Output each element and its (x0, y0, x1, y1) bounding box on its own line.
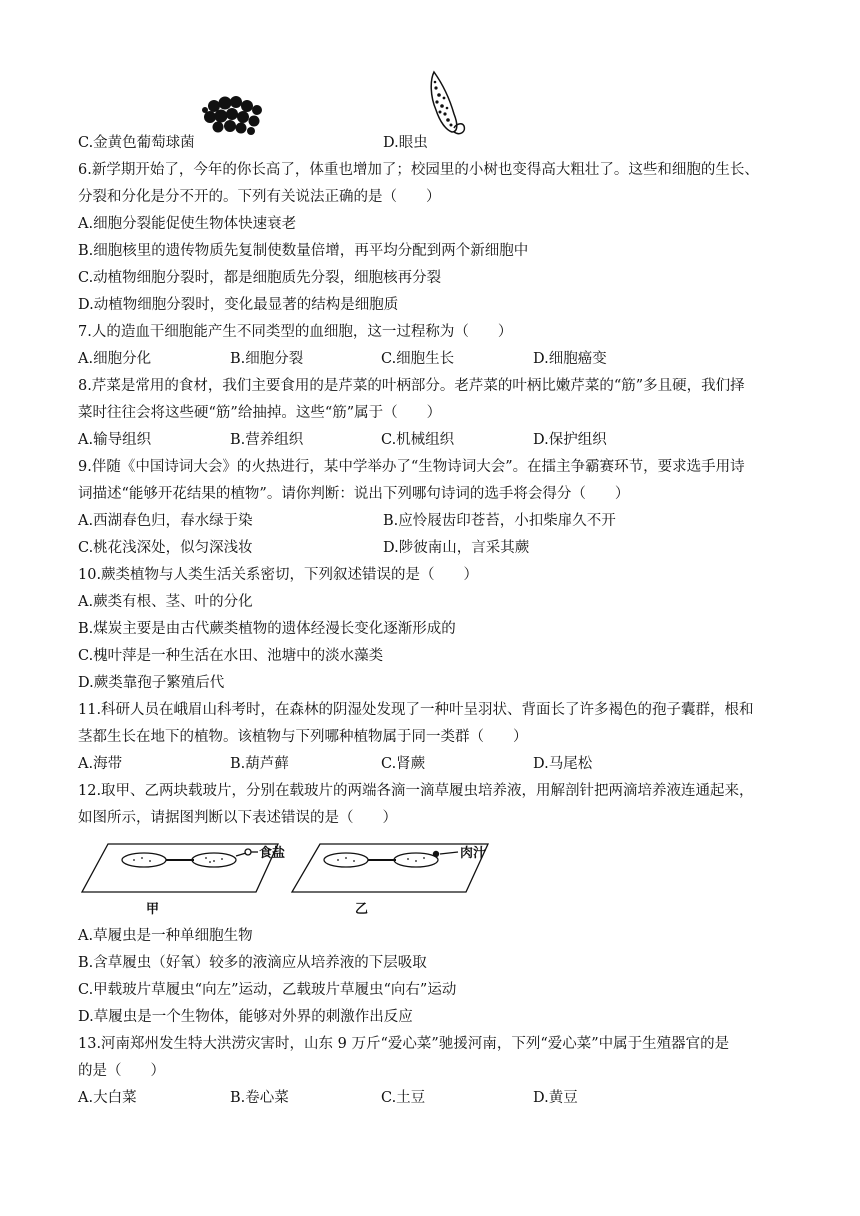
q13-option-d: D.黄豆 (533, 1090, 578, 1106)
euglena-figure (424, 70, 474, 146)
q6-stem-line2: 分裂和分化是分不开的。下列有关说法正确的是（ ） (78, 189, 441, 205)
q7-option-b: B.细胞分裂 (230, 351, 304, 367)
q11-option-c: C.肾蕨 (381, 756, 426, 772)
q8-option-d: D.保护组织 (533, 432, 607, 448)
q8-option-a: A.输导组织 (78, 432, 152, 448)
slide-jia (82, 844, 278, 892)
q10-option-b: B.煤炭主要是由古代蕨类植物的遗体经漫长变化逐渐形成的 (78, 621, 456, 637)
q9-option-b: B.应怜屐齿印苍苔，小扣柴扉久不开 (383, 513, 616, 529)
q7-option-c: C.细胞生长 (381, 351, 455, 367)
q6-stem-line1: 6.新学期开始了，今年的你长高了，体重也增加了；校园里的小树也变得高大粗壮了。这些和细胞的生长、 (78, 162, 759, 178)
q12-option-b: B.含草履虫（好氧）较多的液滴应从培养液的下层吸取 (78, 955, 427, 971)
q7-stem: 7.人的造血干细胞能产生不同类型的血细胞，这一过程称为（ ） (78, 324, 513, 340)
fig-label-jia: 甲 (146, 902, 160, 917)
q12-option-d: D.草履虫是一个生物体，能够对外界的刺激作出反应 (78, 1009, 413, 1025)
q9-option-d: D.陟彼南山，言采其蕨 (383, 540, 530, 556)
q13-option-b: B.卷心菜 (230, 1090, 289, 1106)
q13-option-a: A.大白菜 (78, 1090, 137, 1106)
q8-stem-line2: 菜时往往会将这些硬“筋”给抽掉。这些“筋”属于（ ） (78, 405, 442, 421)
q13-stem-line2: 的是（ ） (78, 1063, 165, 1079)
q10-option-a: A.蕨类有根、茎、叶的分化 (78, 594, 253, 610)
q8-option-c: C.机械组织 (381, 432, 455, 448)
q12-stem-line2: 如图所示，请据图判断以下表述错误的是（ ） (78, 810, 397, 826)
q11-option-a: A.海带 (78, 756, 123, 772)
q7-option-d: D.细胞癌变 (533, 351, 607, 367)
q10-stem: 10.蕨类植物与人类生活关系密切，下列叙述错误的是（ ） (78, 567, 479, 583)
q12-stem-line1: 12.取甲、乙两块载玻片，分别在载玻片的两端各滴一滴草履虫培养液，用解剖针把两滴培养液连通起来， (78, 783, 754, 799)
fig-label-yi: 乙 (355, 902, 369, 917)
q5-option-d: D.眼虫 (383, 135, 428, 151)
staphylococcus-figure (200, 94, 270, 136)
q5-option-c: C.金黄色葡萄球菌 (78, 135, 195, 151)
q13-option-c: C.土豆 (381, 1090, 426, 1106)
q7-option-a: A.细胞分化 (78, 351, 152, 367)
q13-stem-line1: 13.河南郑州发生特大洪涝灾害时，山东 9 万斤“爱心菜”驰援河南，下列“爱心菜”中属于生殖器官的是 (78, 1036, 730, 1052)
q9-stem-line2: 词描述“能够开花结果的植物”。请你判断：说出下列哪句诗词的选手将会得分（ ） (78, 486, 630, 502)
q11-option-d: D.马尾松 (533, 756, 593, 772)
q6-option-c: C.动植物细胞分裂时，都是细胞质先分裂，细胞核再分裂 (78, 270, 442, 286)
q12-option-a: A.草履虫是一种单细胞生物 (78, 928, 253, 944)
q9-stem-line1: 9.伴随《中国诗词大会》的火热进行，某中学举办了“生物诗词大会”。在擂主争霸赛环节，要求选手用诗 (78, 459, 745, 475)
q6-option-d: D.动植物细胞分裂时，变化最显著的结构是细胞质 (78, 297, 399, 313)
q11-stem-line2: 茎都生长在地下的植物。该植物与下列哪种植物属于同一类群（ ） (78, 729, 528, 745)
slide-experiment-figure (78, 836, 508, 916)
q6-option-b: B.细胞核里的遗传物质先复制使数量倍增，再平均分配到两个新细胞中 (78, 243, 529, 259)
q9-option-a: A.西湖春色归，春水绿于染 (78, 513, 253, 529)
q10-option-d: D.蕨类靠孢子繁殖后代 (78, 675, 225, 691)
q10-option-c: C.槐叶萍是一种生活在水田、池塘中的淡水藻类 (78, 648, 384, 664)
q8-option-b: B.营养组织 (230, 432, 304, 448)
q12-option-c: C.甲载玻片草履虫“向左”运动，乙载玻片草履虫“向右”运动 (78, 982, 457, 998)
q8-stem-line1: 8.芹菜是常用的食材，我们主要食用的是芹菜的叶柄部分。老芹菜的叶柄比嫩芹菜的“筋”多且硬，我们择 (78, 378, 745, 394)
fig-label-salt: 食盐 (259, 846, 286, 861)
q9-option-c: C.桃花浅深处，似匀深浅妆 (78, 540, 253, 556)
q11-stem-line1: 11.科研人员在峨眉山科考时，在森林的阴湿处发现了一种叶呈羽状、背面长了许多褐色的孢子囊群，根和 (78, 702, 754, 718)
fig-label-juice: 肉汁 (460, 846, 487, 861)
q6-option-a: A.细胞分裂能促使生物体快速衰老 (78, 216, 297, 232)
slide-yi (292, 844, 488, 892)
q11-option-b: B.葫芦藓 (230, 756, 289, 772)
